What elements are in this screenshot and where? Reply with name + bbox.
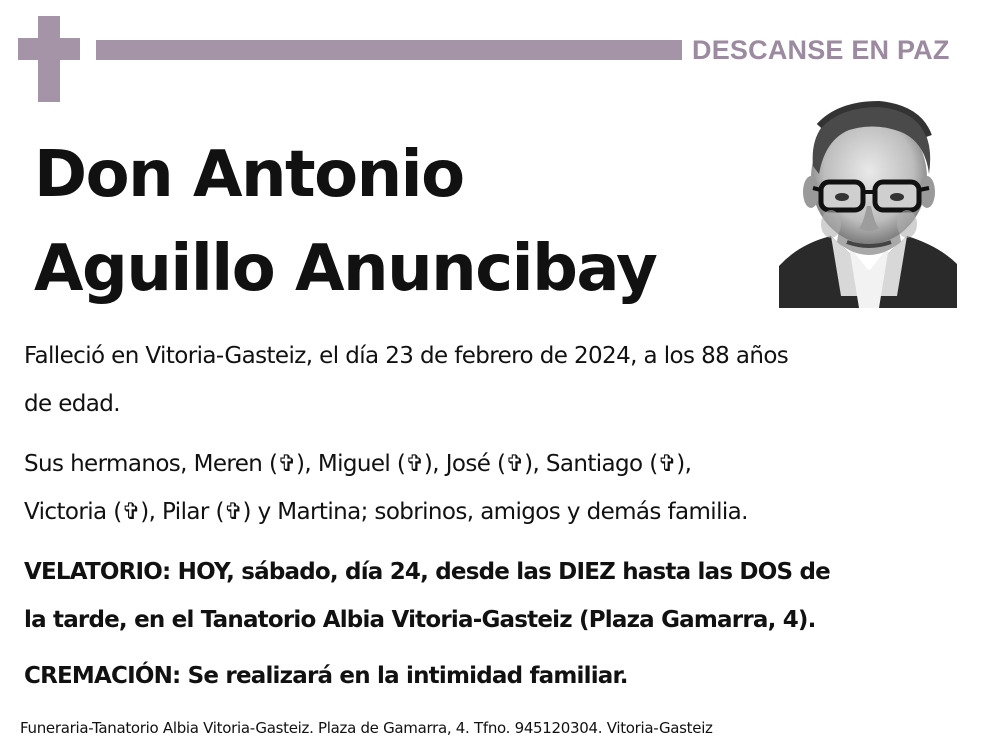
family-notice bbox=[24, 440, 974, 536]
portrait-photo bbox=[779, 96, 957, 308]
cross-horizontal-bar bbox=[18, 38, 80, 60]
wake-line-1: VELATORIO: HOY, sábado, día 24, desde las DIEZ hasta las DOS de bbox=[24, 559, 830, 585]
cremation-line: CREMACIÓN: Se realizará en la intimidad familiar. bbox=[24, 663, 628, 689]
death-notice bbox=[24, 332, 974, 428]
header-rule bbox=[96, 40, 682, 60]
portrait-illustration bbox=[779, 96, 957, 308]
name-line-1: Don Antonio bbox=[34, 138, 464, 212]
family-line-1: Sus hermanos, Meren (✞), Miguel (✞), José (✞), Santiago (✞), bbox=[24, 451, 692, 477]
funeral-home-footer: Funeraria-Tanatorio Albia Vitoria-Gasteiz. Plaza de Gamarra, 4. Tfno. 945120304. Vitoria-Gasteiz bbox=[20, 719, 713, 737]
wake-notice bbox=[24, 548, 974, 644]
name-line-2: Aguillo Anuncibay bbox=[34, 232, 657, 306]
death-line-1: Falleció en Vitoria-Gasteiz, el día 23 de febrero de 2024, a los 88 años bbox=[24, 343, 789, 369]
death-line-2: de edad. bbox=[24, 391, 121, 417]
header-label: DESCANSE EN PAZ bbox=[692, 35, 950, 65]
wake-line-2: la tarde, en el Tanatorio Albia Vitoria-Gasteiz (Plaza Gamarra, 4). bbox=[24, 607, 816, 633]
deceased-name bbox=[34, 128, 754, 316]
family-line-2: Victoria (✞), Pilar (✞) y Martina; sobrinos, amigos y demás familia. bbox=[24, 499, 748, 525]
cremation-notice bbox=[24, 652, 974, 700]
